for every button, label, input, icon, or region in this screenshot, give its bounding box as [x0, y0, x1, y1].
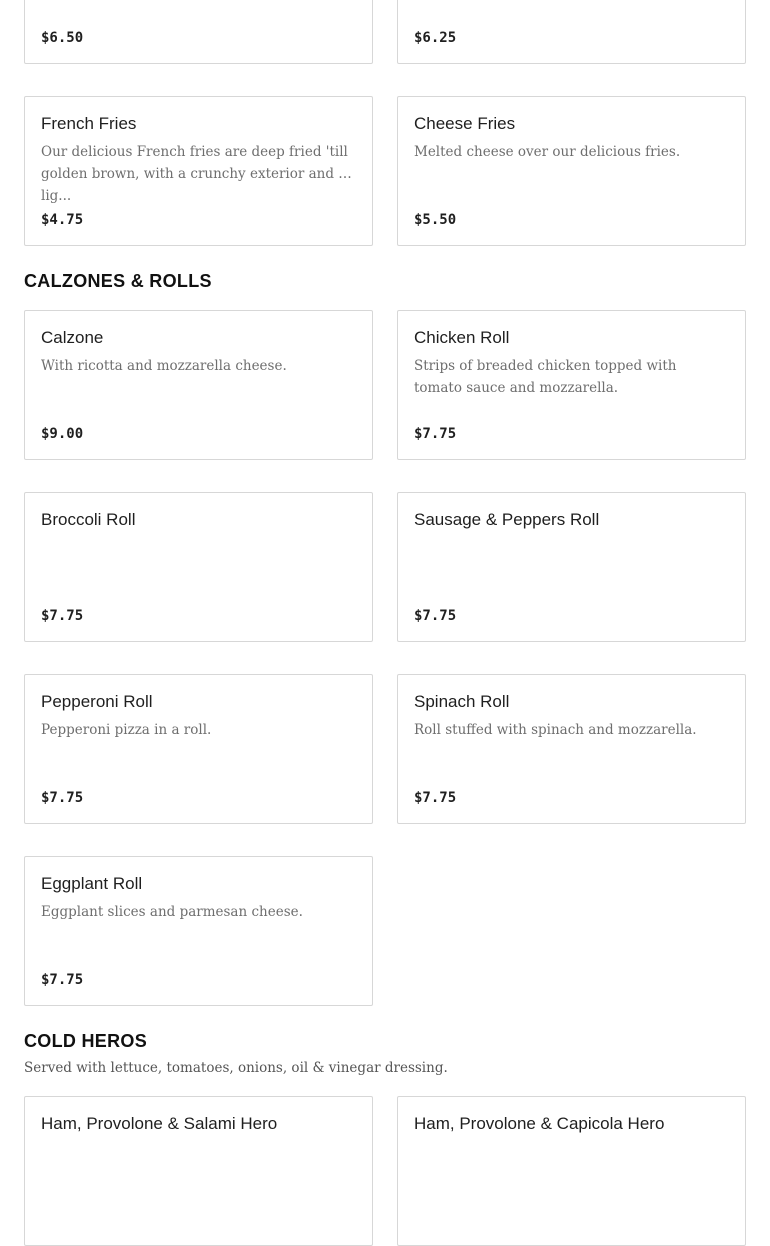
menu-item-description: Eggplant slices and parmesan cheese. [41, 904, 303, 920]
menu-item-description: Pepperoni pizza in a roll. [41, 722, 212, 738]
menu-item-name: Cheese Fries [414, 114, 516, 133]
menu-item-price: $7.75 [41, 790, 84, 806]
menu-item-name: Spinach Roll [414, 692, 510, 711]
menu-item-name: Broccoli Roll [41, 510, 136, 529]
menu-item-name: Pepperoni Roll [41, 692, 153, 711]
menu-item-card[interactable] [397, 0, 746, 64]
menu-item-price: $4.75 [41, 212, 84, 228]
menu-item-spinach-roll[interactable] [397, 674, 746, 824]
menu-item-name: French Fries [41, 114, 137, 133]
menu-item-description: Melted cheese over our delicious fries. [414, 144, 681, 160]
menu-item-description: Strips of breaded chicken topped with tomato sauce and mozzarella. [414, 358, 677, 396]
menu-item-price: $5.50 [414, 212, 457, 228]
menu-item-description: Our delicious French fries are deep fried 'till golden brown, with a crunchy exterior and a lig... [41, 144, 348, 204]
menu-item-pepperoni-roll[interactable] [24, 674, 373, 824]
menu-item-price: $7.75 [41, 972, 84, 988]
menu-item-name: Eggplant Roll [41, 874, 143, 893]
section-subtitle: Served with lettuce, tomatoes, onions, oil & vinegar dressing. [24, 1060, 448, 1076]
menu-item-name: Sausage & Peppers Roll [414, 510, 600, 529]
menu-item-ham-provolone-capicola-hero[interactable] [397, 1096, 746, 1246]
menu-item-cheese-fries[interactable] [397, 96, 746, 246]
menu-item-sausage-peppers-roll[interactable] [397, 492, 746, 642]
section-title-cold-heros: COLD HEROS [24, 1031, 148, 1051]
menu-item-description: Roll stuffed with spinach and mozzarella. [414, 722, 697, 738]
menu-item-ham-provolone-salami-hero[interactable] [24, 1096, 373, 1246]
menu-item-name: Calzone [41, 328, 104, 347]
menu-item-price: $6.50 [41, 30, 84, 46]
menu-item-name: Ham, Provolone & Salami Hero [41, 1114, 278, 1133]
menu-item-eggplant-roll[interactable] [24, 856, 373, 1006]
menu-item-price: $7.75 [414, 790, 457, 806]
menu-item-french-fries[interactable] [24, 96, 373, 246]
menu-item-name: Chicken Roll [414, 328, 510, 347]
menu-item-broccoli-roll[interactable] [24, 492, 373, 642]
menu-item-price: $7.75 [414, 426, 457, 442]
menu-item-price: $7.75 [414, 608, 457, 624]
menu-item-chicken-roll[interactable] [397, 310, 746, 460]
menu-item-name: Ham, Provolone & Capicola Hero [414, 1114, 665, 1133]
menu-item-card[interactable] [24, 0, 373, 64]
section-title-calzones-rolls: CALZONES & ROLLS [24, 271, 212, 291]
menu-item-description: With ricotta and mozzarella cheese. [41, 358, 287, 374]
menu-item-price: $9.00 [41, 426, 84, 442]
menu-item-price: $6.25 [414, 30, 457, 46]
menu-item-price: $7.75 [41, 608, 84, 624]
menu-item-calzone[interactable] [24, 310, 373, 460]
